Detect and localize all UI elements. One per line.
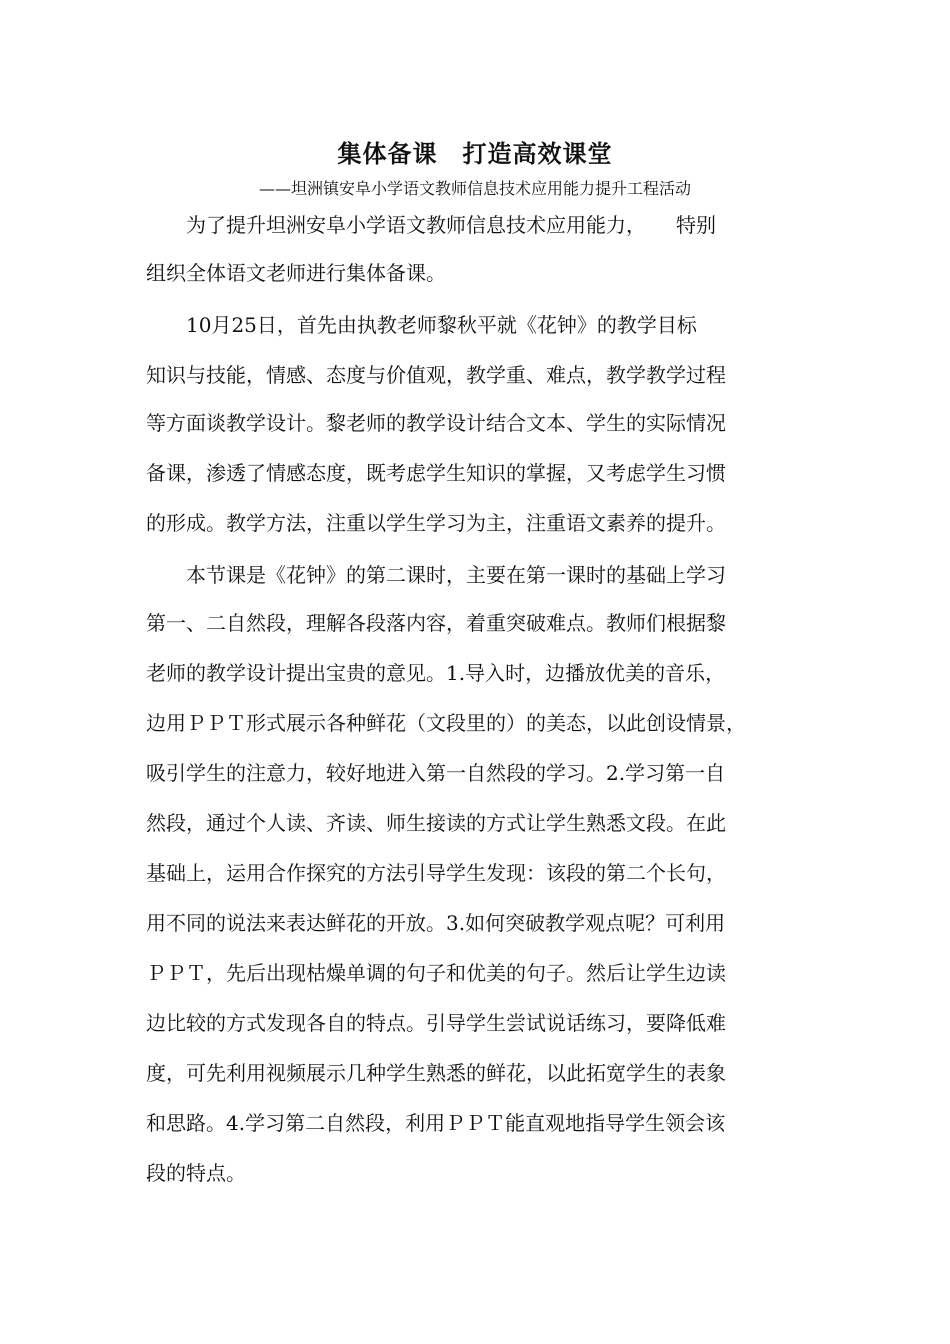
paragraph-line: 等方面谈教学设计。黎老师的教学设计结合文本、学生的实际情况 xyxy=(146,411,726,435)
paragraph-line: 的形成。教学方法，注重以学生学习为主，注重语文素养的提升。 xyxy=(146,511,726,535)
paragraph-line: 为了提升坦洲安阜小学语文教师信息技术应用能力， 特别 xyxy=(146,213,716,237)
paragraph-line: 基础上，运用合作探究的方法引导学生发现：该段的第二个长句， xyxy=(146,861,726,885)
paragraph-line: 老师的教学设计提出宝贵的意见。1.导入时，边播放优美的音乐， xyxy=(146,661,726,685)
paragraph-line: 边比较的方式发现各自的特点。引导学生尝试说话练习，要降低难 xyxy=(146,1011,726,1035)
document-subtitle: ——坦洲镇安阜小学语文教师信息技术应用能力提升工程活动 xyxy=(258,179,691,198)
paragraph-line: 组织全体语文老师进行集体备课。 xyxy=(146,261,446,285)
paragraph-line: 10月25日，首先由执教老师黎秋平就《花钟》的教学目标 xyxy=(146,313,697,337)
paragraph-line: 用不同的说法来表达鲜花的开放。3.如何突破教学观点呢？可利用 xyxy=(146,911,726,935)
paragraph-line: 段的特点。 xyxy=(146,1161,246,1185)
paragraph-line: 边用ＰＰＴ形式展示各种鲜花（文段里的）的美态，以此创设情景， xyxy=(146,711,746,735)
paragraph-line: ＰＰＴ，先后出现枯燥单调的句子和优美的句子。然后让学生边读 xyxy=(146,961,726,985)
paragraph-line: 然段，通过个人读、齐读、师生接读的方式让学生熟悉文段。在此 xyxy=(146,811,726,835)
paragraph-line: 本节课是《花钟》的第二课时，主要在第一课时的基础上学习 xyxy=(146,563,726,587)
paragraph-line: 吸引学生的注意力，较好地进入第一自然段的学习。2.学习第一自 xyxy=(146,761,726,785)
paragraph-line: 度，可先利用视频展示几种学生熟悉的鲜花，以此拓宽学生的表象 xyxy=(146,1061,726,1085)
document-title: 集体备课 打造高效课堂 xyxy=(337,140,613,168)
paragraph-line: 和思路。4.学习第二自然段，利用ＰＰＴ能直观地指导学生领会该 xyxy=(146,1111,726,1135)
paragraph-line: 备课，渗透了情感态度，既考虑学生知识的掌握，又考虑学生习惯 xyxy=(146,461,726,485)
paragraph-line: 第一、二自然段，理解各段落内容，着重突破难点。教师们根据黎 xyxy=(146,611,726,635)
paragraph-line: 知识与技能，情感、态度与价值观，教学重、难点，教学教学过程 xyxy=(146,363,726,387)
